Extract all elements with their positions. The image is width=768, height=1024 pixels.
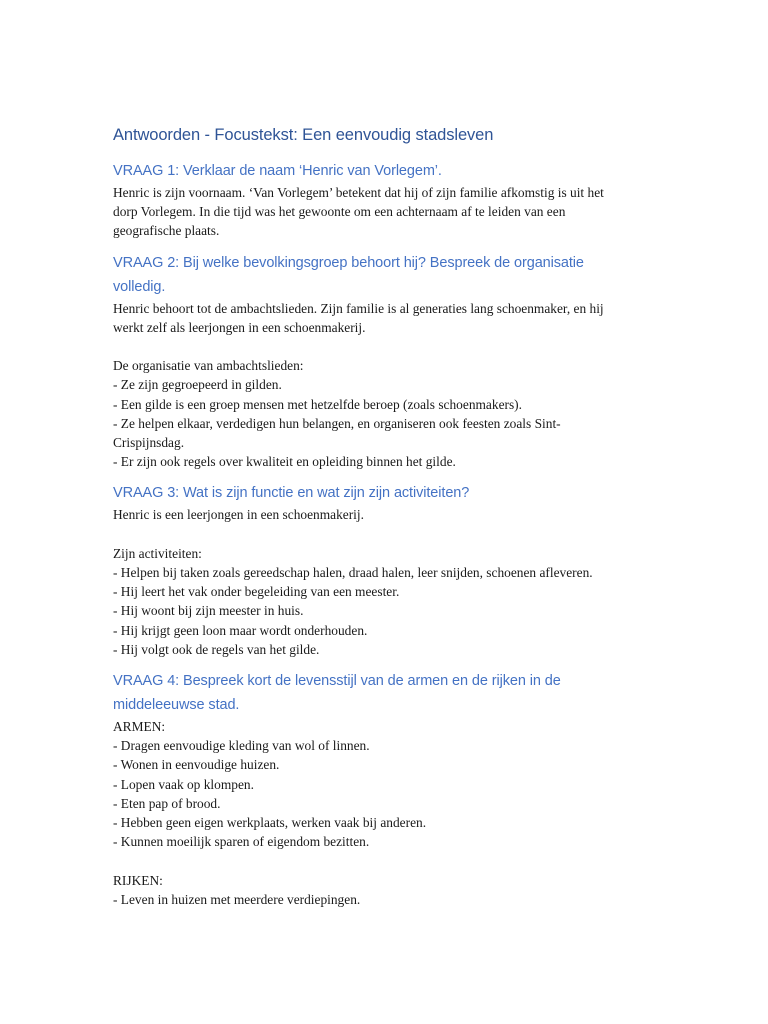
answer-line: RIJKEN: [113,872,163,888]
list-item: - Er zijn ook regels over kwaliteit en opleiding binnen het gilde. [113,454,456,470]
list-item: Crispijnsdag. [113,435,185,451]
answer-line: dorp Vorlegem. In die tijd was het gewoonte om een achternaam af te leiden van een [113,204,566,220]
list-item: - Kunnen moeilijk sparen of eigendom bezitten. [113,834,370,850]
answer-line: ARMEN: [113,719,166,735]
heading-line: VRAAG 2: Bij welke bevolkingsgroep behoort hij? Bespreek de organisatie [113,254,584,271]
list-item: - Hij leert het vak onder begeleiding van een meester. [113,584,400,600]
question-2-heading [113,251,661,299]
list-item: - Ze helpen elkaar, verdedigen hun belangen, en organiseren ook feesten zoals Sint- [113,415,561,431]
question-2-answer [113,299,661,472]
answer-line: Zijn activiteiten: [113,545,202,561]
answer-line: Henric is een leerjongen in een schoenmakerij. [113,507,364,523]
list-item: - Wonen in eenvoudige huizen. [113,757,280,773]
question-1-heading: VRAAG 1: Verklaar de naam ‘Henric van Vorlegem’. [113,163,442,179]
list-item: - Hebben geen eigen werkplaats, werken vaak bij anderen. [113,815,427,831]
list-item: - Ze zijn gegroepeerd in gilden. [113,377,282,393]
list-item: - Hij krijgt geen loon maar wordt onderhouden. [113,622,368,638]
answer-line: De organisatie van ambachtslieden: [113,358,304,374]
answer-line: Henric behoort tot de ambachtslieden. Zijn familie is al generaties lang schoenmaker, en hij [113,300,604,316]
question-3-answer [113,505,661,659]
answer-line: Henric is zijn voornaam. ‘Van Vorlegem’ betekent dat hij of zijn familie afkomstig is uit het [113,185,604,200]
question-3-heading: VRAAG 3: Wat is zijn functie en wat zijn zijn activiteiten? [113,485,470,502]
question-4-answer [113,717,661,909]
document-page [113,124,661,909]
list-item: - Lopen vaak op klompen. [113,776,254,792]
question-1-answer [113,183,661,241]
document-title: Antwoorden - Focustekst: Een eenvoudig stadsleven [113,126,494,144]
list-item: - Dragen eenvoudige kleding van wol of linnen. [113,738,370,754]
list-item: - Hij woont bij zijn meester in huis. [113,603,304,619]
answer-line: werkt zelf als leerjongen in een schoenmakerij. [113,319,366,335]
heading-line: middeleeuwse stad. [113,697,240,714]
answer-line: geografische plaats. [113,223,220,239]
question-4-heading [113,669,661,717]
list-item: - Hij volgt ook de regels van het gilde. [113,641,320,657]
list-item: - Eten pap of brood. [113,795,221,811]
heading-line: volledig. [113,278,166,295]
list-item: - Helpen bij taken zoals gereedschap halen, draad halen, leer snijden, schoenen afleveren. [113,565,593,581]
list-item: - Leven in huizen met meerdere verdiepingen. [113,891,361,907]
heading-line: VRAAG 4: Bespreek kort de levensstijl van de armen en de rijken in de [113,673,561,690]
list-item: - Een gilde is een groep mensen met hetzelfde beroep (zoals schoenmakers). [113,396,522,412]
